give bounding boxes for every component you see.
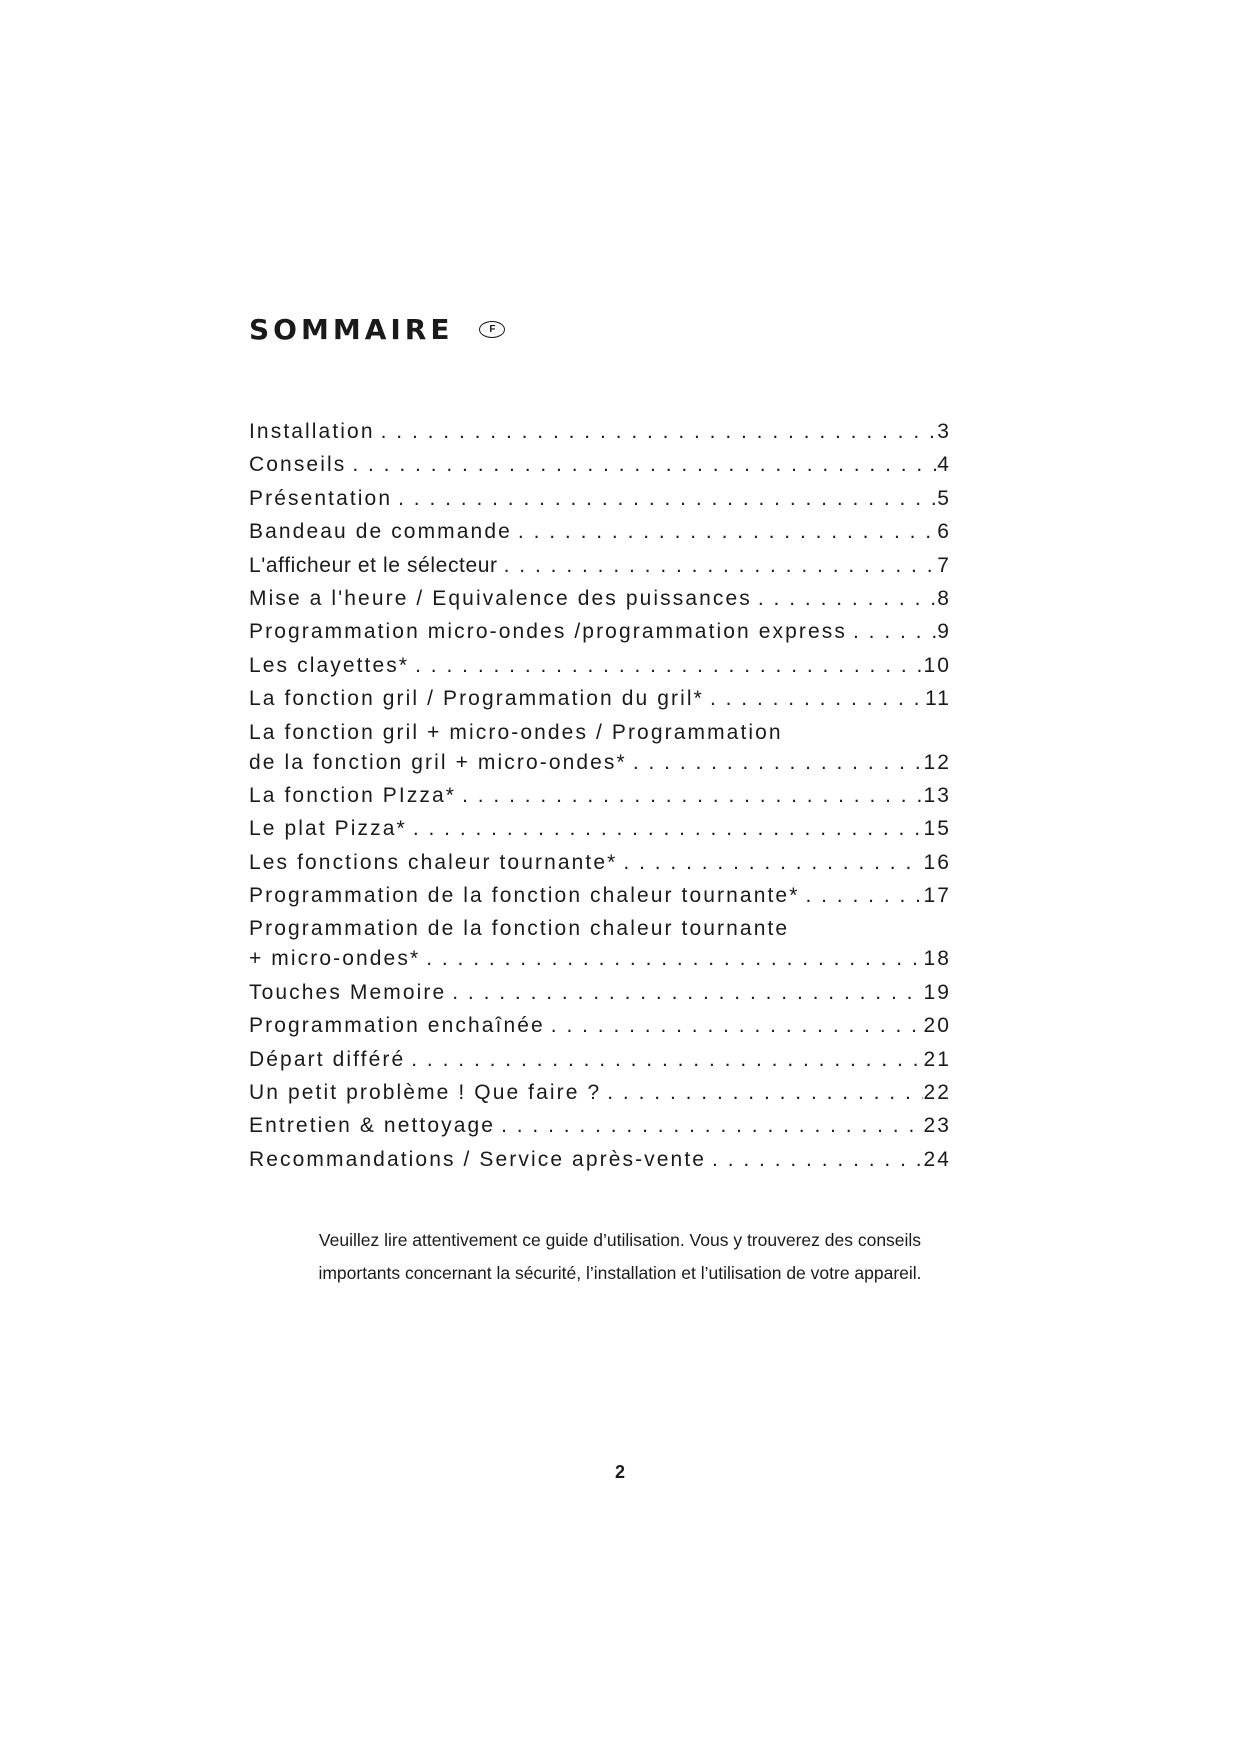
dot-leader [504, 551, 938, 581]
dot-leader [607, 1078, 923, 1108]
toc-item-page: 15 [923, 817, 951, 841]
toc-item[interactable] [249, 814, 951, 844]
dot-leader [411, 1045, 923, 1075]
toc-item-title: Conseils [249, 453, 347, 477]
intro-note [280, 1224, 960, 1290]
toc-item-page: 16 [923, 850, 951, 874]
toc-item[interactable] [249, 978, 951, 1008]
toc-item-page: 23 [923, 1114, 951, 1138]
toc-item-page: 9 [937, 620, 951, 644]
toc-item-page: 13 [923, 783, 951, 807]
toc-item[interactable] [249, 684, 951, 714]
dot-leader [623, 848, 923, 878]
dot-leader [551, 1011, 924, 1041]
toc-item[interactable] [249, 617, 951, 647]
toc-item-title: Entretien & nettoyage [249, 1114, 496, 1138]
toc-item-page: 21 [923, 1047, 951, 1071]
toc-item-title: Les fonctions chaleur tournante* [249, 850, 618, 874]
toc-item-title: Recommandations / Service après-vente [249, 1147, 707, 1171]
toc-item[interactable] [249, 517, 951, 547]
toc-item-title-line1: La fonction gril + micro-ondes / Programmation [249, 720, 783, 744]
toc-item[interactable] [249, 1078, 951, 1108]
dot-leader [710, 684, 925, 714]
dot-leader [415, 651, 923, 681]
toc-item[interactable] [249, 651, 951, 681]
toc-item-title: Départ différé [249, 1047, 406, 1071]
toc-item-title: + micro-ondes* [249, 947, 421, 971]
toc-item[interactable] [249, 1011, 951, 1041]
toc-item-title: L'afficheur et le sélecteur [249, 553, 498, 577]
intro-line-1: Veuillez lire attentivement ce guide d’utilisation. Vous y trouverez des conseils [318, 1230, 922, 1250]
toc-item-title: de la fonction gril + micro-ondes* [249, 750, 627, 774]
dot-leader [398, 484, 937, 514]
dot-leader [805, 881, 923, 911]
toc-item-page: 11 [925, 687, 951, 711]
toc-item-page: 17 [923, 884, 951, 908]
toc-item[interactable] [249, 450, 951, 480]
toc-item-title: La fonction PIzza* [249, 783, 457, 807]
toc-item-page: 6 [937, 520, 951, 544]
toc-item[interactable] [249, 781, 951, 811]
toc-item[interactable] [249, 417, 951, 447]
toc-item-title: Programmation micro-ondes /programmation express [249, 620, 847, 644]
toc-item-page: 10 [923, 653, 951, 677]
dot-leader [381, 417, 938, 447]
page-title: SOMMAIRE [249, 313, 454, 346]
toc-item[interactable] [249, 551, 951, 581]
toc-item[interactable] [249, 1045, 951, 1075]
toc-item-page: 12 [923, 750, 951, 774]
page-number: 2 [614, 1462, 625, 1482]
dot-leader [712, 1145, 923, 1175]
toc-item[interactable] [249, 914, 951, 974]
toc-item-page: 18 [923, 947, 951, 971]
toc-item[interactable] [249, 848, 951, 878]
dot-leader [518, 517, 937, 547]
toc-item-page: 20 [923, 1014, 951, 1038]
dot-leader [462, 781, 923, 811]
toc-item-page: 8 [937, 586, 951, 610]
dot-leader [452, 978, 923, 1008]
dot-leader [758, 584, 937, 614]
toc-item-title: Le plat Pizza* [249, 817, 407, 841]
language-badge-icon: F [479, 321, 505, 338]
toc-item[interactable] [249, 1111, 951, 1141]
toc-item[interactable] [249, 718, 951, 778]
toc-item-page: 5 [937, 486, 951, 510]
title-row [249, 313, 505, 346]
dot-leader [352, 450, 937, 480]
toc-item-page: 3 [937, 420, 951, 443]
toc-item-page: 24 [923, 1147, 951, 1171]
dot-leader [426, 944, 923, 974]
toc-item-title: Programmation de la fonction chaleur tournante* [249, 884, 800, 908]
toc-item-title: Les clayettes* [249, 653, 410, 677]
dot-leader [413, 814, 924, 844]
toc-item-page: 22 [923, 1081, 951, 1105]
dot-leader [853, 617, 937, 647]
intro-line-2: importants concernant la sécurité, l’installation et l’utilisation de votre appareil. [318, 1263, 922, 1283]
toc-item-title: Bandeau de commande [249, 520, 512, 544]
table-of-contents [249, 417, 951, 1178]
toc-item-title: Un petit problème ! Que faire ? [249, 1081, 602, 1105]
toc-item[interactable] [249, 1145, 951, 1175]
toc-item-title: Mise a l'heure / Equivalence des puissances [249, 586, 752, 610]
toc-item-title: Présentation [249, 486, 393, 510]
toc-item-page: 4 [937, 453, 951, 477]
toc-item[interactable] [249, 881, 951, 911]
toc-item[interactable] [249, 484, 951, 514]
toc-item-page: 19 [923, 980, 951, 1004]
dot-leader [501, 1111, 923, 1141]
dot-leader [633, 748, 924, 778]
toc-item[interactable] [249, 584, 951, 614]
toc-item-title: Programmation enchaînée [249, 1014, 545, 1038]
toc-item-title: Touches Memoire [249, 980, 447, 1004]
toc-item-page: 7 [937, 553, 951, 577]
toc-item-title: Installation [249, 420, 375, 443]
toc-item-title-line1: Programmation de la fonction chaleur tournante [249, 917, 790, 941]
toc-item-title: La fonction gril / Programmation du gril* [249, 687, 704, 711]
